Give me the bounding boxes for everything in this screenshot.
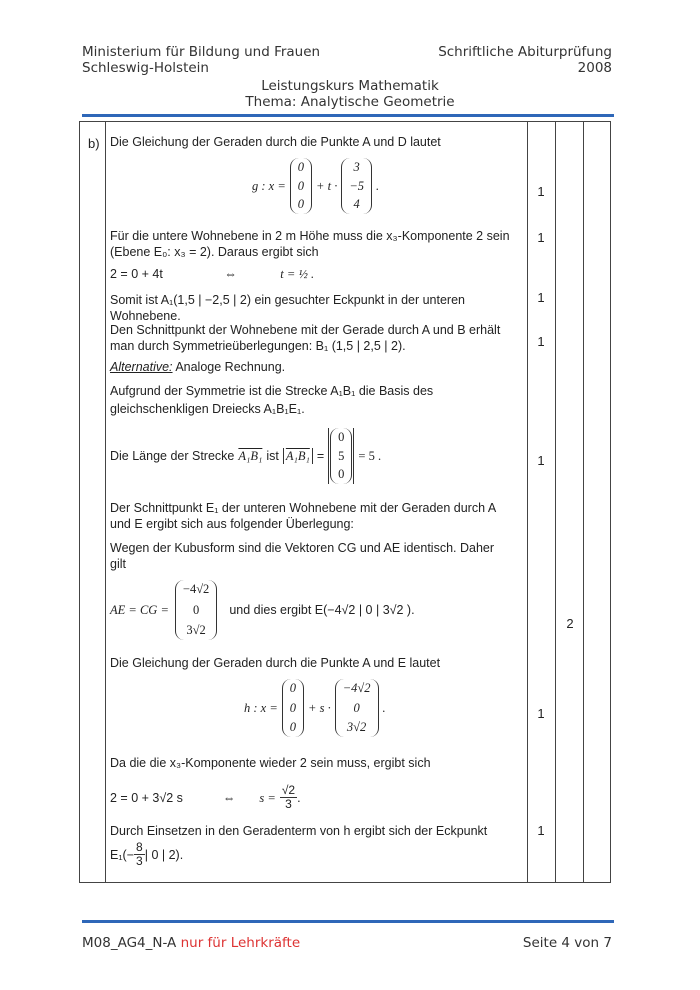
ministry-name: Ministerium für Bildung und Frauen Schleswig-Holstein	[82, 44, 321, 76]
points-cell: 1	[537, 453, 545, 468]
vector-base: 0 0 0	[282, 679, 304, 737]
result-e1: E₁(− $\frac{8}{3}$ | 0 | 2).	[110, 840, 184, 868]
header-rule	[82, 114, 614, 117]
points-cell: 2	[566, 616, 574, 631]
text-line: Da die die x₃-Komponente wieder 2 sein muss, ergibt sich	[110, 756, 431, 770]
text-line: Die Gleichung der Geraden durch die Punkte A und D lautet	[110, 135, 441, 149]
footer-rule	[82, 920, 614, 923]
line-h-equation: h : x = 0 0 0 + s · −4√2 0 3√2 .	[244, 679, 659, 737]
vector-direction: 3 −5 4	[341, 158, 372, 214]
text-line: (Ebene E₀: x₃ = 2). Daraus ergibt sich	[110, 245, 319, 259]
footer-code: M08_AG4_N-A nur für Lehrkräfte	[82, 935, 301, 951]
column-divider	[583, 121, 584, 883]
exam-title: Schriftliche Abiturprüfung 2008	[438, 44, 612, 76]
ae-equation: AE = CG = −4√2 0 3√2 und dies ergibt E(−4√2 | 0 | 3√2 ).	[110, 580, 525, 640]
alternative-line: Alternative: Analoge Rechnung.	[110, 360, 286, 374]
points-cell: 1	[537, 230, 545, 245]
text-line: Aufgrund der Symmetrie ist die Strecke A₁B₁ die Basis des	[110, 384, 434, 398]
points-cell: 1	[537, 706, 545, 721]
text-line: gilt	[110, 557, 126, 571]
text-line: Wohnebene.	[110, 309, 181, 323]
text-line: gleichschenkligen Dreiecks A₁B₁E₁.	[110, 402, 305, 416]
column-divider	[105, 121, 106, 883]
text-line: man durch Symmetrieüberlegungen: B₁ (1,5 | 2,5 | 2).	[110, 339, 406, 353]
length-vector: 0 5 0	[330, 428, 352, 484]
column-divider	[555, 121, 556, 883]
text-line: Wegen der Kubusform sind die Vektoren CG und AE identisch. Daher	[110, 541, 495, 555]
length-equation: Die Länge der Strecke A₁B₁ ist A₁B₁ = 0 5 0 = 5 .	[110, 428, 525, 484]
task-label: b)	[88, 136, 100, 151]
equation-t: 2 = 0 + 4t ⇔ t = ½ .	[110, 267, 315, 281]
ae-vector: −4√2 0 3√2	[175, 580, 217, 640]
text-line: und E ergibt sich aus folgender Überlegung:	[110, 517, 354, 531]
text-line: Durch Einsetzen in den Geradenterm von h ergibt sich der Eckpunkt	[110, 824, 488, 838]
line-g-equation: g : x = 0 0 0 + t · 3 −5 4 .	[252, 158, 667, 214]
points-cell: 1	[537, 184, 545, 199]
points-cell: 1	[537, 823, 545, 838]
equation-s: 2 = 0 + 3√2 s ⇔ s = $\frac{√2}{3}$ .	[110, 783, 301, 811]
text-line: Für die untere Wohnebene in 2 m Höhe muss die x₃-Komponente 2 sein	[110, 229, 510, 243]
vector-base: 0 0 0	[290, 158, 312, 214]
page-number: Seite 4 von 7	[522, 935, 612, 951]
vector-direction: −4√2 0 3√2	[335, 679, 379, 737]
text-line: Die Gleichung der Geraden durch die Punkte A und E lautet	[110, 656, 441, 670]
points-cell: 1	[537, 290, 545, 305]
column-divider	[527, 121, 528, 883]
text-line: Den Schnittpunkt der Wohnebene mit der Gerade durch A und B erhält	[110, 323, 501, 337]
text-line: Der Schnittpunkt E₁ der unteren Wohnebene mit der Geraden durch A	[110, 501, 497, 515]
course-title: Leistungskurs Mathematik Thema: Analytische Geometrie	[245, 78, 455, 110]
points-cell: 1	[537, 334, 545, 349]
text-line: Somit ist A₁(1,5 | −2,5 | 2) ein gesuchter Eckpunkt in der unteren	[110, 293, 465, 307]
